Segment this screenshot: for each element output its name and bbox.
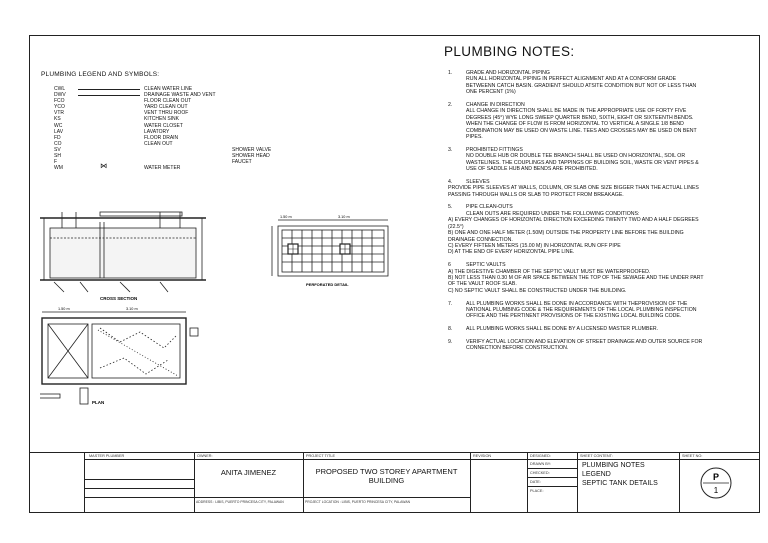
note-subitem: D) AT THE END OF EVERY HORIZONTAL PIPE LINE. bbox=[448, 249, 575, 256]
note-subitem: B) ONE AND ONE HALF METER (1.50M) OUTSIDE THE PROPERTY LINE BEFORE THE BUILDING DRAINAGE CONNECTION. bbox=[448, 230, 684, 243]
note-body: PROVIDE PIPE SLEEVES AT WALLS, COLUMN, OR SLAB ONE SIZE BIGGER THAN THE ACTUAL LINES PASSING THROUGH WALLS OR SLAB TO PROTECT FROM BREAKAGE. bbox=[448, 185, 699, 198]
legend-row bbox=[44, 165, 284, 171]
sheet-number-circle bbox=[699, 466, 733, 500]
note-number: 7. bbox=[448, 300, 453, 307]
legend-code: YCO bbox=[54, 104, 65, 111]
legend-code: FD bbox=[54, 134, 61, 141]
notes-title: PLUMBING NOTES: bbox=[444, 44, 575, 59]
legend-code: CWL bbox=[54, 86, 66, 92]
sheet-no-label: SHEET NO: bbox=[682, 453, 703, 458]
legend-desc: YARD CLEAN OUT bbox=[144, 104, 188, 111]
legend-desc: VENT THRU ROOF bbox=[144, 110, 189, 117]
note-item bbox=[448, 339, 706, 352]
note-body: ALL CHANGE IN DIRECTION SHALL BE MADE IN THE APPROPRIATE USE OF FORTY FIVE DEGREES (45°) WYE LONG SWEEP QUARTER BEND, SIXTH, EIGHT OR SIXTEENTH BENDS. WHEN THE CHANGE OF FLOW IS FROM HORIZONTAL TO VERTICAL A SINGLE 1/8 BEND COMBINATION MAY BE USED ON WASTE LINE. TEES AND CROSSES MAY BE USED ON BENT PIPES. bbox=[466, 108, 697, 141]
owner-name: ANITA JIMENEZ bbox=[220, 468, 277, 477]
revision-label: REVISION bbox=[473, 453, 492, 458]
note-number: 1. bbox=[448, 70, 453, 76]
place-label: PLACE: bbox=[530, 489, 544, 493]
note-number: 3. bbox=[448, 146, 453, 153]
legend-desc: WATER CLOSET bbox=[144, 122, 183, 129]
note-item bbox=[448, 70, 706, 96]
note-heading: PROHIBITED FITTINGS bbox=[466, 146, 523, 153]
legend-code: LAV bbox=[54, 128, 64, 135]
legend-code: DWV bbox=[54, 92, 66, 99]
septic-tank-drawings bbox=[40, 208, 400, 423]
date-label: DATE: bbox=[530, 480, 541, 484]
dim-150-top: 1.50 m bbox=[280, 215, 292, 219]
note-heading: GRADE AND HORIZONTAL PIPING bbox=[466, 70, 550, 76]
sheet-content-line3: SEPTIC TANK DETAILS bbox=[582, 480, 658, 487]
note-number: 2. bbox=[448, 102, 453, 109]
legend-desc: WATER METER bbox=[144, 165, 181, 172]
note-number: 8. bbox=[448, 326, 453, 333]
legend-code: SH bbox=[54, 153, 61, 160]
legend-code: F bbox=[54, 159, 58, 166]
legend-line-symbol bbox=[78, 89, 140, 90]
note-heading: ALL PLUMBING WORKS SHALL BE DONE BY A LICENSED MASTER PLUMBER. bbox=[466, 326, 659, 333]
note-item bbox=[448, 262, 706, 294]
designed-label: DESIGNED: bbox=[530, 453, 551, 458]
water-meter-icon: ⋈ bbox=[100, 163, 107, 171]
note-subitem: A) EVERY CHANGES OF HORIZONTAL DIRECTION EXCEEDING TWENTY TWO AND A HALF DEGREES (22.5°) bbox=[448, 217, 699, 230]
note-subitem: C) EVERY FIFTEEN METERS (15.00 M) IN HORIZONTAL RUN OFF PIPE bbox=[448, 242, 621, 249]
legend-desc: LAVATORY bbox=[144, 128, 170, 135]
legend-desc: KITCHEN SINK bbox=[144, 116, 180, 123]
legend-desc: DRAINAGE WASTE AND VENT bbox=[144, 92, 216, 99]
note-item bbox=[448, 102, 706, 140]
sheet-content-label: SHEET CONTENT: bbox=[580, 453, 613, 458]
sheet-content-line1: PLUMBING NOTES bbox=[582, 462, 645, 469]
perforated-detail-drawing bbox=[272, 220, 388, 276]
legend-desc: CLEAN WATER LINE bbox=[144, 86, 193, 92]
cross-section-drawing bbox=[40, 212, 206, 292]
note-heading: PIPE CLEAN-OUTS bbox=[466, 204, 513, 211]
legend-code: VTR bbox=[54, 110, 64, 117]
note-item bbox=[448, 147, 706, 173]
note-subitem: B) NOT LESS THAN 0.30 M OF AIR SPACE BETWEEN THE TOP OF THE SEWAGE AND THE UNDER PART OF THE VAULT ROOF SLAB. bbox=[448, 274, 704, 288]
dim-310-plan: 3.10 m bbox=[126, 307, 138, 311]
sheet-number: 1 bbox=[713, 486, 719, 495]
project-title-line2: BUILDING bbox=[368, 476, 405, 485]
legend-line-symbol bbox=[78, 95, 140, 96]
title-block bbox=[29, 452, 760, 513]
legend-desc: FLOOR CLEAN OUT bbox=[144, 98, 192, 105]
legend-desc: SHOWER VALVE bbox=[232, 146, 272, 153]
sheet-content-line2: LEGEND bbox=[582, 471, 611, 478]
master-plumber-label: MASTER PLUMBER bbox=[89, 453, 125, 458]
legend-code: FCO bbox=[54, 98, 65, 105]
owner-label: OWNER: bbox=[197, 453, 213, 458]
note-body: NO DOUBLE HUB OR DOUBLE TEE BRANCH SHALL BE USED ON HORIZONTAL, SOIL OR WASTELINES. THE COUPLINGS AND TAPPINGS OF BUILDING SOIL, WASTE OR VENT PIPES & USE OF SADDLE HUB AND BENDS ARE PROHIBITED. bbox=[466, 153, 699, 173]
note-number: 5. bbox=[448, 204, 453, 211]
drawn-by-label: DRAWN BY: bbox=[530, 462, 552, 466]
cross-section-label: CROSS SECTION bbox=[100, 296, 138, 301]
legend-code: WC bbox=[54, 122, 63, 129]
perforated-detail-label: PERFORATED DETAIL bbox=[306, 282, 349, 287]
checked-label: CHECKED: bbox=[530, 471, 550, 475]
note-number: 6 bbox=[448, 262, 451, 269]
note-heading: CHANGE IN DIRECTION bbox=[466, 102, 525, 109]
plan-label: PLAN bbox=[92, 400, 105, 405]
sheet-letter: P bbox=[712, 472, 720, 482]
legend-list bbox=[44, 86, 284, 171]
note-body: RUN ALL HORIZONTAL PIPING IN PERFECT ALIGNMENT AND AT A CONFORM GRADE BETWEENN CATCH BASIN. GRADIENT SHOULD ATSITE CONDITION BUT NOT OF LESS THAN ONE PERCENT (1%) bbox=[466, 76, 697, 96]
project-location: PROJECT LOCATION : LIBIS, PUERTO PRINCESA CITY, PALAWAN bbox=[305, 500, 411, 504]
legend-title: PLUMBING LEGEND AND SYMBOLS: bbox=[41, 71, 160, 78]
legend-code: SV bbox=[54, 146, 61, 153]
legend-desc: FAUCET bbox=[232, 159, 252, 166]
dim-310-top: 3.10 m bbox=[338, 215, 350, 219]
notes-list bbox=[448, 70, 706, 358]
legend-desc: SHOWER HEAD bbox=[232, 153, 270, 160]
legend-code: WM bbox=[54, 165, 63, 172]
note-subitem: A) THE DIGESTIVE CHAMBER OF THE SEPTIC VAULT MUST BE WATERPROOFED. bbox=[448, 268, 651, 275]
legend-code: CO bbox=[54, 140, 62, 147]
note-number: 4. bbox=[448, 178, 453, 185]
plan-drawing bbox=[40, 312, 198, 404]
owner-address: ADDRESS : LIBIS, PUERTO PRINCESA CITY, PALAWAN bbox=[196, 500, 284, 504]
note-heading: ALL PLUMBING WORKS SHALL BE DONE IN ACCORDANCE WITH THEPROVISION OF THE NATIONAL PLUMBING CODE & THE REQUIREMENTS OF THE LOCAL PLUMBING INSPECTION OFFICE AND THE PERTINENT PROVISIONS OF THE EXISTING LOCAL BUILDING CODE. bbox=[466, 300, 697, 320]
legend-desc: FLOOR DRAIN bbox=[144, 134, 179, 141]
legend-code: KS bbox=[54, 116, 61, 123]
note-subitem: C) NO SEPTIC VAULT SHALL BE CONSTRUCTED UNDER THE BUILDING. bbox=[448, 287, 627, 294]
note-heading: VERIFY ACTUAL LOCATION AND ELEVATION OF STREET DRAINAGE AND OUTER SOURCE FOR CONNECTION BEFORE CONSTRUCTION. bbox=[466, 338, 703, 352]
project-title-line1: PROPOSED TWO STOREY APARTMENT bbox=[315, 467, 458, 476]
note-item bbox=[448, 326, 706, 332]
project-title-label: PROJECT TITLE bbox=[306, 453, 335, 458]
note-heading: SEPTIC VAULTS bbox=[466, 262, 506, 269]
note-item bbox=[448, 179, 706, 198]
note-item bbox=[448, 204, 706, 255]
note-number: 9. bbox=[448, 338, 453, 345]
dim-150-plan: 1.50 m bbox=[58, 307, 70, 311]
note-body: CLEAN OUTS ARE REQUIRED UNDER THE FOLLOWING CONDITIONS: bbox=[466, 210, 640, 217]
note-heading: SLEEVES bbox=[466, 178, 490, 185]
legend-desc: CLEAN OUT bbox=[144, 140, 173, 147]
note-item bbox=[448, 301, 706, 320]
